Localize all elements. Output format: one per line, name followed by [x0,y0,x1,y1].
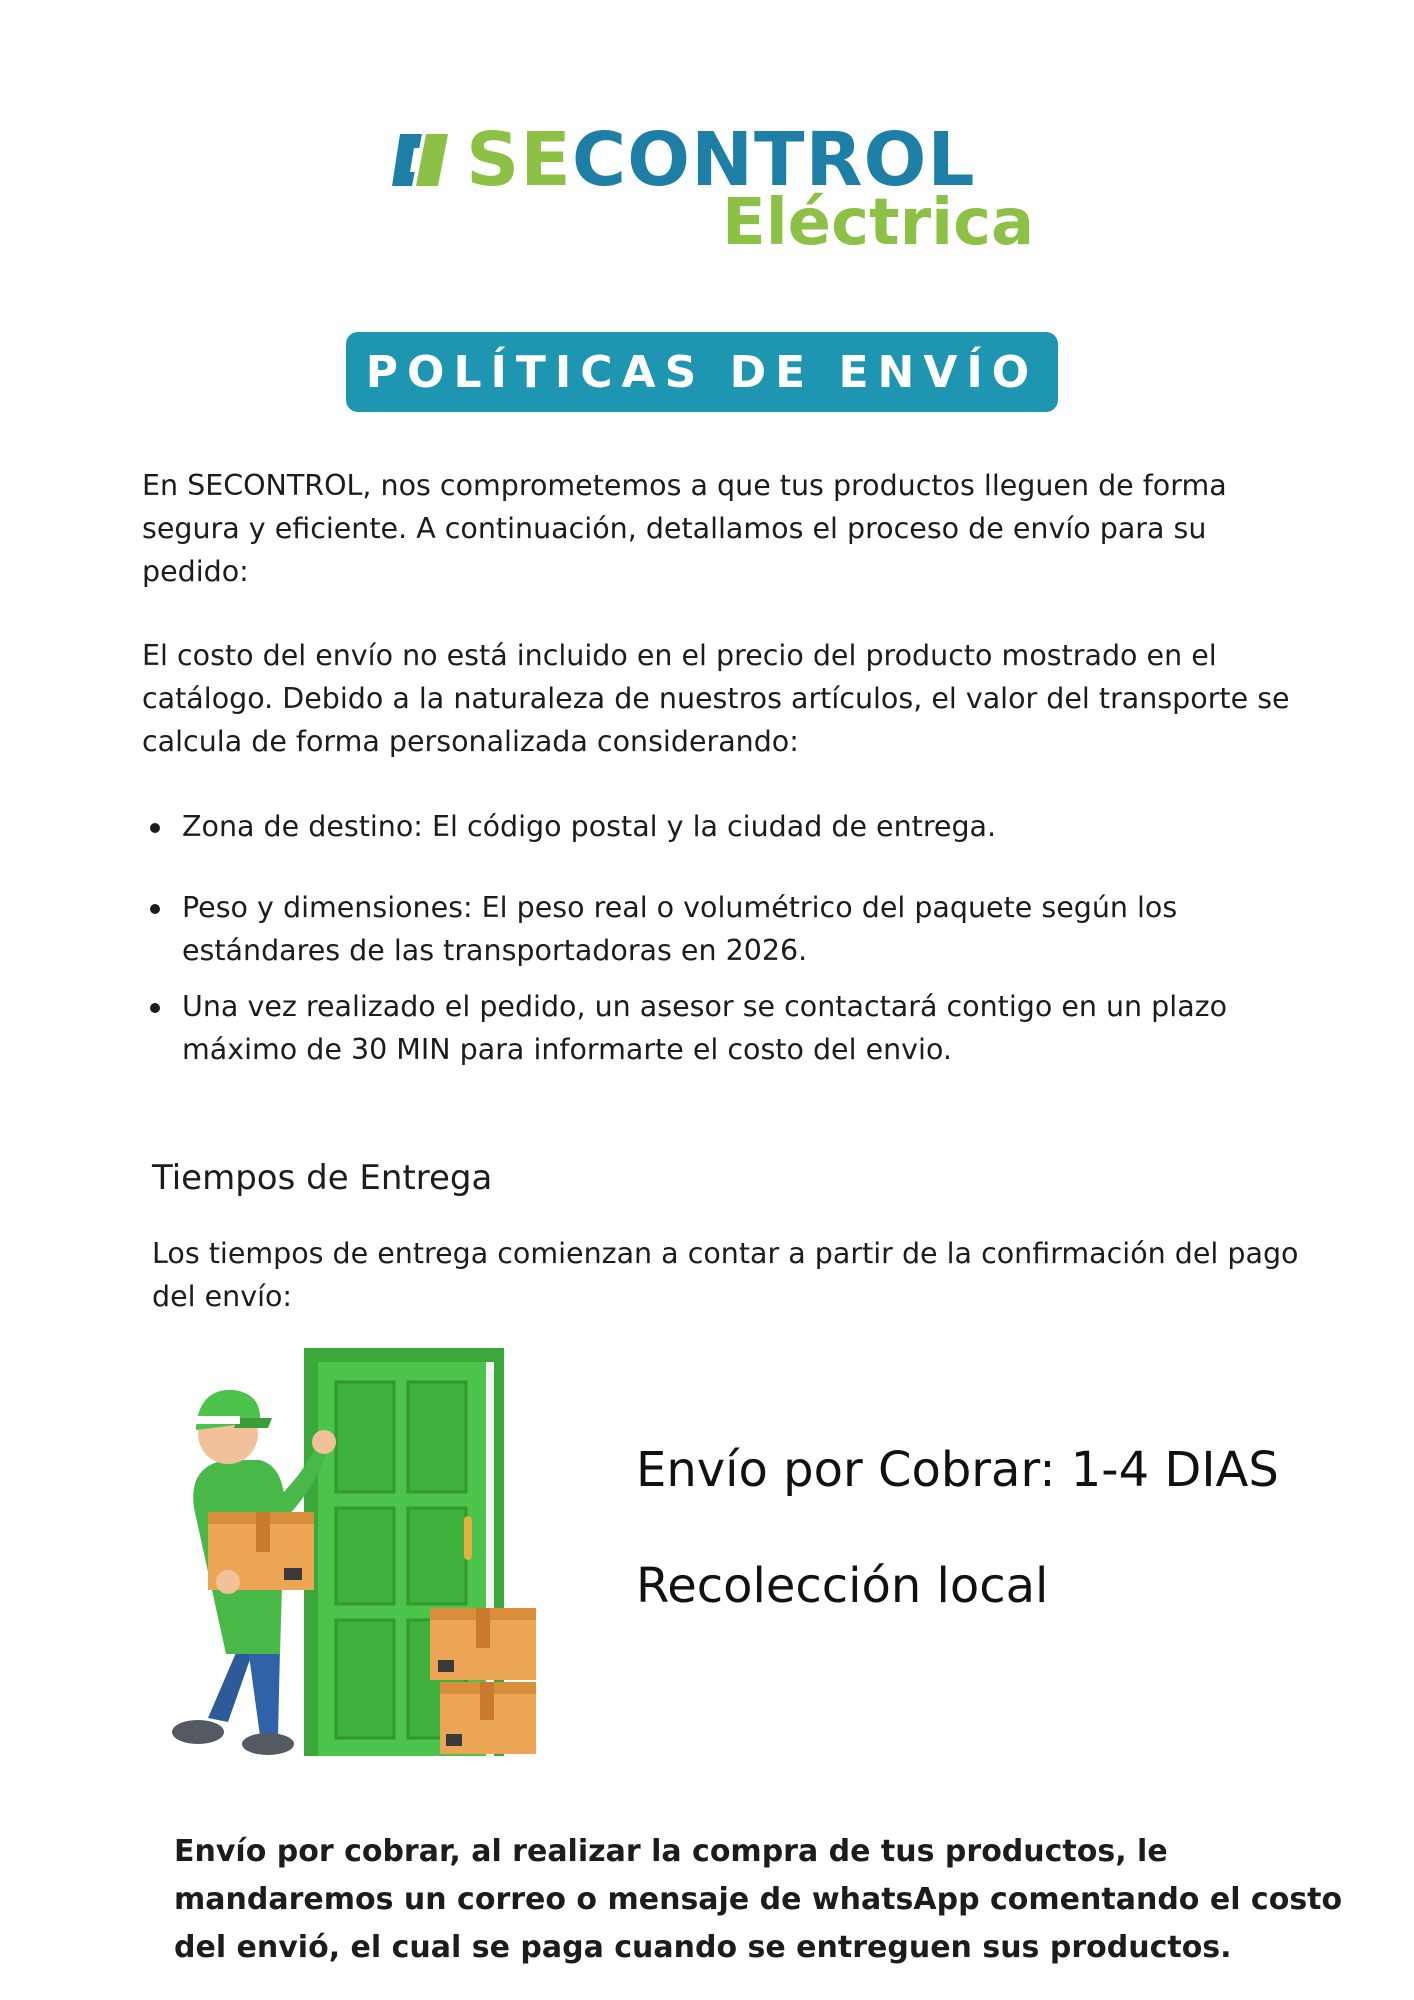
list-item [142,985,1282,1075]
delivery-man-door-illustration [168,1348,558,1758]
delivery-option-cod: Envío por Cobrar: 1-4 DIAS [636,1442,1279,1498]
list-item [142,805,1282,850]
title-banner [346,332,1058,412]
brand-mark-icon [392,130,452,190]
list-item-text: Peso y dimensiones: El peso real o volumétrico del paquete según los estándares de las transportadoras en 2026. [182,891,1178,967]
delivery-option-pickup: Recolección local [636,1558,1049,1614]
intro-paragraph: En SECONTROL, nos comprometemos a que tus productos lleguen de forma segura y eficiente. A continuación, detallamos el proceso de envío para su pedido: [142,469,1227,588]
cost-paragraph: El costo del envío no está incluido en el precio del producto mostrado en el catálogo. Debido a la naturaleza de nuestros artículos, el valor del transporte se calcula de forma personalizada considerando: [142,639,1290,758]
brand-subtitle: Eléctrica [722,186,1035,260]
delivery-heading: Tiempos de Entrega [152,1158,493,1198]
bullet-icon [150,823,160,833]
bullet-icon [150,1003,160,1013]
delivery-description: Los tiempos de entrega comienzan a contar a partir de la confirmación del pago del envío: [152,1237,1299,1313]
brand-name-se: SE [466,117,572,203]
list-item [142,886,1282,976]
page-title: POLÍTICAS DE ENVÍO [365,346,1039,398]
brand-name-control: CONTROL [571,117,976,203]
list-item-text: Zona de destino: El código postal y la ciudad de entrega. [182,810,997,843]
bullet-icon [150,904,160,914]
list-item-text: Una vez realizado el pedido, un asesor se contactará contigo en un plazo máximo de 30 MIN para informarte el costo del envio. [182,990,1228,1066]
brand-logo [392,117,1035,260]
footer-note: Envío por cobrar, al realizar la compra de tus productos, le mandaremos un correo o mensaje de whatsApp comentando el costo del envió, el cual se paga cuando se entreguen sus productos. [174,1834,1343,1965]
